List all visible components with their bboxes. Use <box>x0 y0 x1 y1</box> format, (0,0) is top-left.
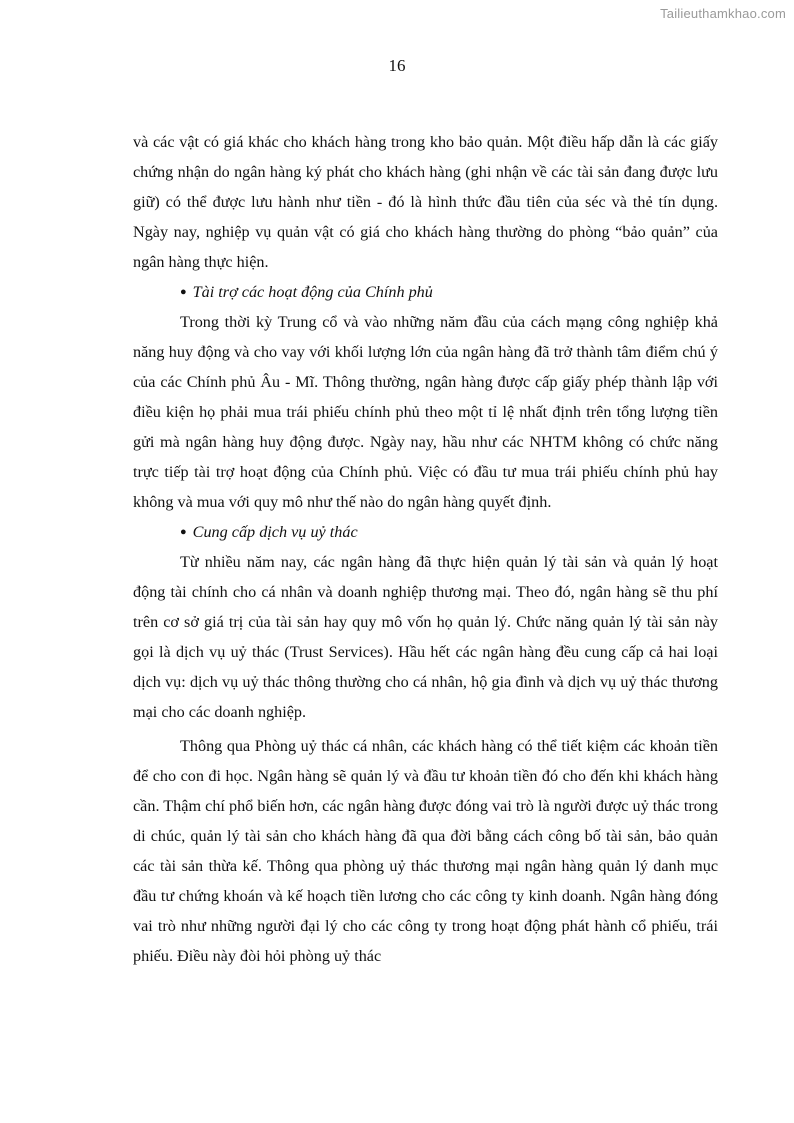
bullet-icon: ● <box>180 286 187 298</box>
section-heading-text: Cung cấp dịch vụ uỷ thác <box>192 523 358 541</box>
section-heading-text: Tài trợ các hoạt động của Chính phủ <box>192 283 433 301</box>
section-heading-government-financing <box>133 277 718 307</box>
bullet-icon: ● <box>180 526 187 538</box>
paragraph-continuation: và các vật có giá khác cho khách hàng trong kho bảo quản. Một điều hấp dẫn là các giấy chứng nhận do ngân hàng ký phát cho khách hàng (ghi nhận về các tài sản đang được lưu giữ) có thể được lưu hành như tiền - đó là hình thức đầu tiên của séc và thẻ tín dụng. Ngày nay, nghiệp vụ quản vật có giá cho khách hàng thường do phòng “bảo quản” của ngân hàng thực hiện. <box>133 133 718 271</box>
paragraph-personal-trust: Thông qua Phòng uỷ thác cá nhân, các khách hàng có thể tiết kiệm các khoản tiền để cho con đi học. Ngân hàng sẽ quản lý và đầu tư khoản tiền đó cho đến khi khách hàng cần. Thậm chí phổ biến hơn, các ngân hàng được đóng vai trò là người được uỷ thác trong di chúc, quản lý tài sản cho khách hàng đã qua đời bằng cách công bố tài sản, bảo quản các tài sản thừa kế. Thông qua phòng uỷ thác thương mại ngân hàng quản lý danh mục đầu tư chứng khoán và kế hoạch tiền lương cho các công ty kinh doanh. Ngân hàng đóng vai trò như những người đại lý cho các công ty trong hoạt động phát hành cổ phiếu, trái phiếu. Điều này đòi hỏi phòng uỷ thác <box>133 737 718 965</box>
watermark: Tailieuthamkhao.com <box>660 6 786 21</box>
page-number: 16 <box>388 56 406 75</box>
section-heading-trust-services <box>133 517 718 547</box>
paragraph-government-financing: Trong thời kỳ Trung cổ và vào những năm đầu của cách mạng công nghiệp khả năng huy động và cho vay với khối lượng lớn của ngân hàng đã trở thành tâm điểm chú ý của các Chính phủ Âu - Mĩ. Thông thường, ngân hàng được cấp giấy phép thành lập với điều kiện họ phải mua trái phiếu chính phủ theo một tỉ lệ nhất định trên tổng lượng tiền gửi mà ngân hàng huy động được. Ngày nay, hầu như các NHTM không có chức năng trực tiếp tài trợ hoạt động của Chính phủ. Việc có đầu tư mua trái phiếu chính phủ hay không và mua với quy mô như thế nào do ngân hàng quyết định. <box>133 313 718 511</box>
document-body <box>133 127 718 971</box>
paragraph-trust-services: Từ nhiều năm nay, các ngân hàng đã thực hiện quản lý tài sản và quản lý hoạt động tài chính cho cá nhân và doanh nghiệp thương mại. Theo đó, ngân hàng sẽ thu phí trên cơ sở giá trị của tài sản hay quy mô vốn họ quản lý. Chức năng quản lý tài sản này gọi là dịch vụ uỷ thác (Trust Services). Hầu hết các ngân hàng đều cung cấp cả hai loại dịch vụ: dịch vụ uỷ thác thông thường cho cá nhân, hộ gia đình và dịch vụ uỷ thác thương mại cho các doanh nghiệp. <box>133 553 718 721</box>
